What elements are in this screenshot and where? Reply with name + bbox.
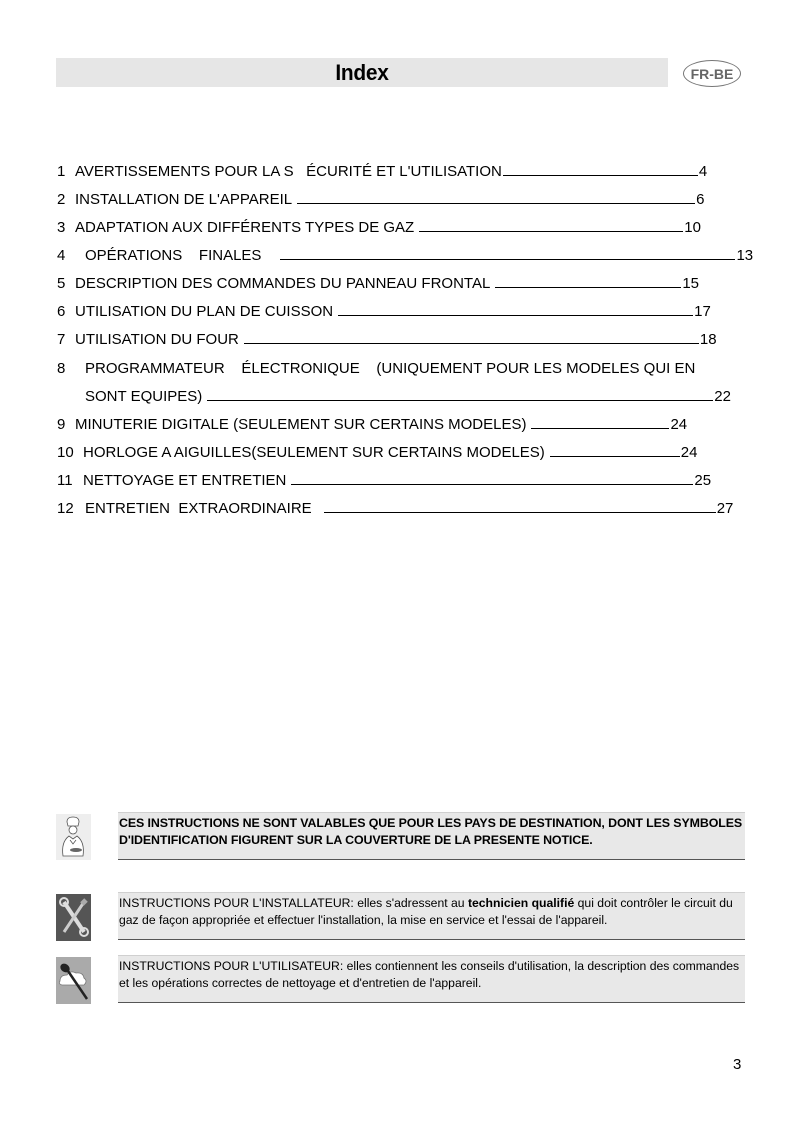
toc-leader (280, 245, 735, 260)
toc-entry-4[interactable] (57, 245, 753, 267)
toc-number: 10 (57, 444, 74, 461)
note-text-bold: technicien qualifié (467, 896, 575, 910)
toc-leader (291, 470, 693, 485)
toc-label: DESCRIPTION DES COMMANDES DU PANNEAU FRONTAL (75, 275, 491, 292)
toc-leader (495, 273, 681, 288)
toc-page: 27 (716, 500, 734, 517)
toc-page: 13 (736, 247, 754, 264)
toc-label: NETTOYAGE ET ENTRETIEN (83, 472, 287, 489)
toc-page: 10 (684, 219, 701, 236)
toc-label: UTILISATION DU PLAN DE CUISSON (75, 303, 334, 320)
toc-page: 6 (696, 191, 705, 208)
toc-number: 5 (57, 275, 66, 292)
note-text-after: qui doit contrôler le circuit du gaz de façon appropriée et effectuer l'installation, la mise en service et l'essai de l'appareil. (119, 896, 733, 927)
toc-leader (297, 189, 695, 204)
tools-icon (56, 894, 91, 941)
page-title: Index (335, 59, 389, 85)
toc-leader (531, 414, 669, 429)
page-number: 3 (733, 1056, 742, 1073)
toc-leader (324, 498, 716, 513)
toc-number: 3 (57, 219, 66, 236)
toc-leader (207, 386, 713, 401)
toc-leader (338, 301, 693, 316)
toc-entry-11[interactable] (57, 470, 711, 492)
toc-label: HORLOGE A AIGUILLES(SEULEMENT SUR CERTAINS MODELES) (83, 444, 545, 461)
toc-entry-8-continued[interactable] (85, 386, 731, 408)
toc-number: 12 (57, 500, 74, 517)
toc-leader (419, 217, 683, 232)
toc-entry-10[interactable] (57, 442, 697, 464)
toc-label: PROGRAMMATEUR ÉLECTRONIQUE (UNIQUEMENT POUR LES MODELES QUI EN (85, 360, 696, 377)
chef-icon (56, 814, 91, 860)
toc-page: 17 (694, 303, 711, 320)
toc-entry-9[interactable] (57, 414, 687, 436)
language-badge: FR-BE (683, 60, 741, 87)
toc-number: 7 (57, 331, 66, 348)
note-text: CES INSTRUCTIONS NE SONT VALABLES QUE POUR LES PAYS DE DESTINATION, DONT LES SYMBOLES D'IDENTIFICATION FIGURENT SUR LA COUVERTURE DE LA PRESENTE NOTICE. (118, 812, 745, 860)
toc-label: MINUTERIE DIGITALE (SEULEMENT SUR CERTAINS MODELES) (75, 416, 527, 433)
toc-page: 18 (699, 331, 717, 348)
toc-page: 24 (680, 444, 698, 461)
toc-entry-3[interactable] (57, 217, 701, 239)
toc-page: 25 (694, 472, 712, 489)
toc-number: 4 (57, 247, 66, 264)
toc-number: 6 (57, 303, 66, 320)
title-bar (56, 58, 668, 87)
toc-entry-12[interactable] (57, 498, 733, 520)
toc-leader (503, 161, 698, 176)
note-text-before: INSTRUCTIONS POUR L'INSTALLATEUR: elles s'adressent au (119, 896, 468, 910)
toc-label: OPÉRATIONS FINALES (85, 247, 262, 264)
toc-leader (550, 442, 680, 457)
toc-label: ADAPTATION AUX DIFFÉRENTS TYPES DE GAZ (75, 219, 415, 236)
toc-page: 15 (682, 275, 700, 292)
toc-entry-2[interactable] (57, 189, 704, 211)
spoon-chef-hat-icon (56, 957, 91, 1004)
toc-label: AVERTISSEMENTS POUR LA S ÉCURITÉ ET L'UTILISATION (75, 163, 502, 180)
toc-leader (244, 329, 699, 344)
toc-number: 9 (57, 416, 66, 433)
toc-label: INSTALLATION DE L'APPAREIL (75, 191, 293, 208)
toc-page: 22 (714, 388, 731, 405)
toc-number: 11 (57, 472, 73, 489)
toc-label: UTILISATION DU FOUR (75, 331, 239, 348)
toc-label: ENTRETIEN EXTRAORDINAIRE (85, 500, 312, 517)
note-text: INSTRUCTIONS POUR L'UTILISATEUR: elles contiennent les conseils d'utilisation, la description des commandes et les opérations correctes de nettoyage et d'entretien de l'appareil. (118, 955, 745, 1003)
toc-entry-5[interactable] (57, 273, 699, 295)
toc-number: 8 (57, 360, 66, 377)
toc-label: SONT EQUIPES) (85, 388, 203, 405)
toc-entry-8[interactable] (57, 358, 695, 380)
toc-number: 2 (57, 191, 66, 208)
toc-page: 24 (670, 416, 688, 433)
toc-entry-6[interactable] (57, 301, 711, 323)
note-text (118, 892, 745, 940)
toc-entry-1[interactable] (57, 161, 707, 183)
toc-entry-7[interactable] (57, 329, 717, 351)
toc-page: 4 (698, 163, 708, 180)
toc-number: 1 (57, 163, 66, 180)
